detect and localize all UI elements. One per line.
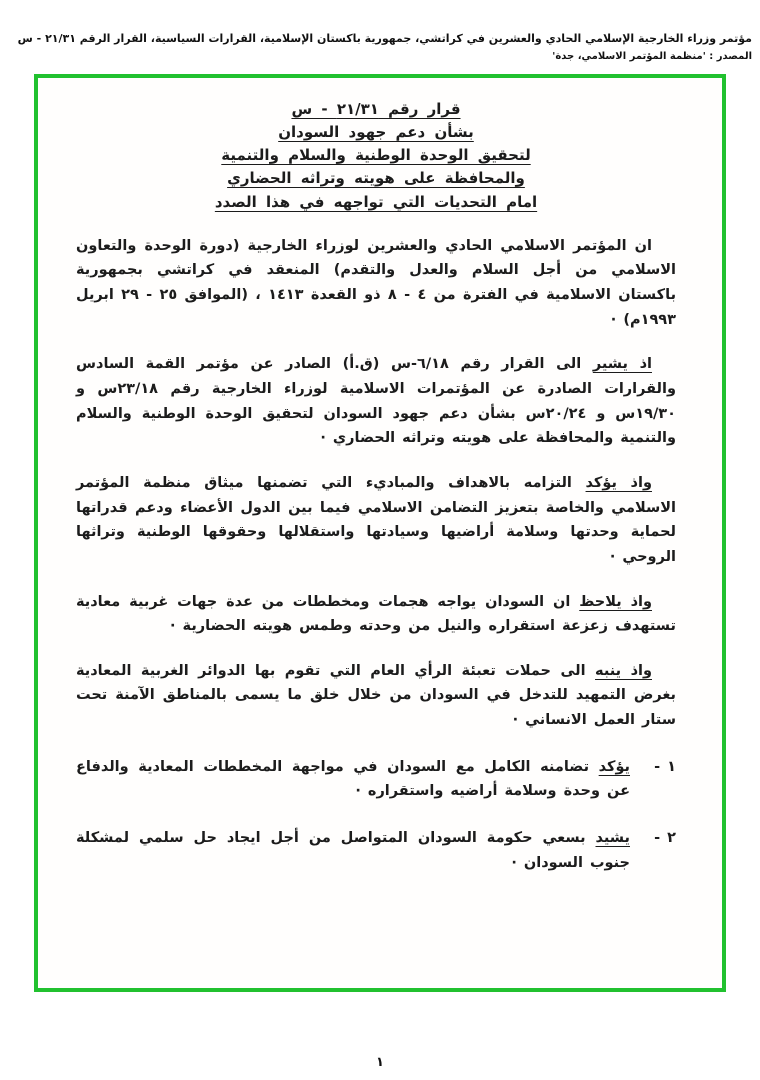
paragraph-lead: واذ يلاحظ: [579, 593, 652, 610]
source-attribution-line: المصدر : 'منظمة المؤتمر الاسلامي، جدة': [552, 50, 752, 62]
item-number: ١ -: [654, 758, 676, 775]
paragraph-text: ان السودان يواجه هجمات ومخططات من عدة جهات غربية معادية تستهدف زعزعة استقراره والنيل من وحدته وطمس هويته الحضارية ·: [76, 593, 676, 635]
source-citation-line: مؤتمر وزراء الخارجية الإسلامي الحادي والعشرين في كراتشي، جمهورية باكستان الإسلامية، القرارات السياسية، القرار الرقم ٢١/٣١ - س: [17, 32, 752, 45]
paragraph-lead: واذ يؤكد: [585, 474, 652, 491]
preamble-paragraph-3: [76, 471, 676, 570]
resolution-title-block: [76, 98, 676, 214]
resolution-number-line: قرار رقم ٢١/٣١ - س: [291, 99, 461, 118]
operative-item-1: [76, 755, 676, 804]
paragraph-text: التزامه بالاهداف والمباديء التي تضمنها ميثاق منظمة المؤتمر الاسلامي والخاصة بتعزيز التضامن الاسلامي فيما بين الدول الأعضاء ودعم قدراتها لحماية وحدتها وسلامة أراضيها وسيادتها واستقلالها وحقوقها الوطنية وتراثها الروحي ·: [76, 474, 676, 565]
page-number: ١: [376, 1055, 384, 1070]
source-header: [0, 0, 760, 62]
item-text-block: [76, 755, 630, 804]
paragraph-text: الى حملات تعبئة الرأي العام التي تقوم بها الدوائر الغربية المعادية بغرض التمهيد للتدخل في السودان من خلال خلق ما يسمى بالمناطق الآمنة تحت ستار العمل الانساني ·: [76, 662, 676, 729]
operative-item-2: [76, 826, 676, 875]
resolution-subject-line-4: امام التحديات التي تواجهه في هذا الصدد: [214, 192, 538, 211]
item-text-block: [76, 826, 630, 875]
preamble-paragraph-2: [76, 352, 676, 451]
item-text: تضامنه الكامل مع السودان في مواجهة المخططات المعادية والدفاع عن وحدة وسلامة أراضيه واستقراره ·: [76, 758, 630, 800]
item-lead: يؤكد: [598, 758, 630, 775]
preamble-paragraph-5: [76, 659, 676, 733]
paragraph-text: الى القرار رقم ٦/١٨-س (ق.أ) الصادر عن مؤتمر القمة السادس والقرارات الصادرة عن المؤتمرات الاسلامية لوزراء الخارجية رقم ٢٣/١٨س و ١٩/٣٠س و ٢٠/٢٤س بشأن دعم جهود السودان لتحقيق الوحدة الوطنية والسلام والتنمية والمحافظة على هويته وتراثه الحضاري ·: [76, 356, 676, 447]
operative-items: [76, 755, 676, 876]
item-lead: يشيد: [595, 830, 630, 847]
scanned-document-frame: [34, 74, 726, 992]
paragraph-lead: واذ ينبه: [595, 662, 652, 679]
preamble-paragraph-4: [76, 590, 676, 639]
paragraph-lead: اذ يشير: [592, 356, 652, 373]
resolution-subject-line-2: لتحقيق الوحدة الوطنية والسلام والتنمية: [221, 146, 531, 165]
item-text: بسعي حكومة السودان المتواصل من أجل ايجاد حل سلمي لمشكلة جنوب السودان ·: [76, 830, 630, 871]
resolution-subject-line-3: والمحافظة على هويته وتراثه الحضاري: [227, 169, 525, 188]
resolution-subject-line-1: بشأن دعم جهود السودان: [278, 122, 474, 141]
preamble-paragraph-1: [76, 234, 676, 333]
paragraph-text: ان المؤتمر الاسلامي الحادي والعشرين لوزراء الخارجية (دورة الوحدة والتعاون الاسلامي من أجل السلام والعدل والتقدم) المنعقد في كراتشي بجمهورية باكستان الاسلامية في الفترة من ٤ - ٨ ذو القعدة ١٤١٣ ، (الموافق ٢٥ - ٢٩ ابريل ١٩٩٣م) ·: [76, 237, 677, 328]
item-number: ٢ -: [654, 830, 676, 847]
